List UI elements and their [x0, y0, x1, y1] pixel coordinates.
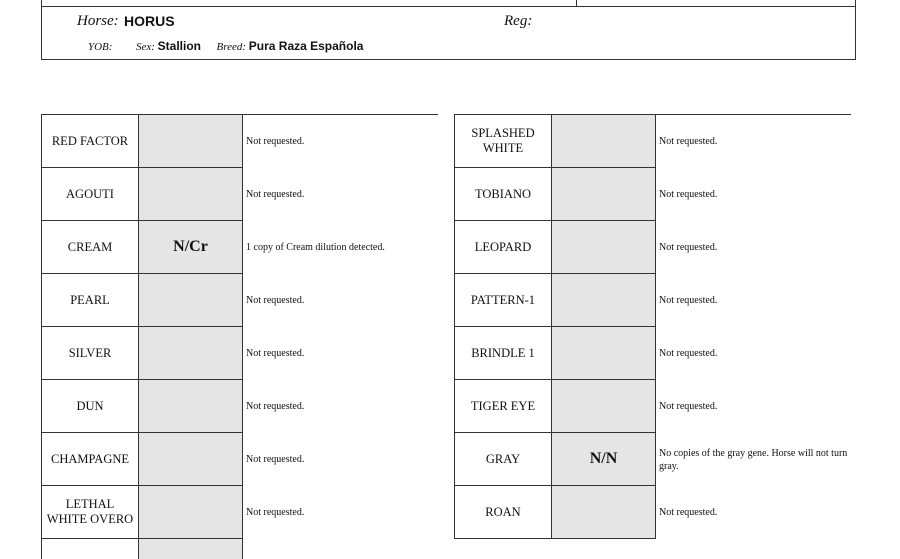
- yob-label: YOB:: [88, 41, 113, 53]
- test-note: Not requested.: [246, 401, 305, 412]
- test-row: [454, 115, 851, 168]
- test-name: PEARL: [41, 274, 139, 327]
- sex-value: Stallion: [157, 39, 201, 53]
- test-result: [139, 327, 243, 380]
- test-name: SILVER: [41, 327, 139, 380]
- test-result: [139, 274, 243, 327]
- test-row: [41, 115, 438, 168]
- test-row: [454, 486, 851, 539]
- test-note: Not requested.: [659, 348, 718, 359]
- test-note: 1 copy of Cream dilution detected.: [246, 242, 385, 253]
- header-divider-horizontal: [42, 6, 855, 7]
- test-name: TOBIANO: [454, 168, 552, 221]
- test-note: Not requested.: [659, 189, 718, 200]
- test-row: [41, 168, 438, 221]
- test-name: PATTERN-1: [454, 274, 552, 327]
- test-name: CHAMPAGNE: [41, 433, 139, 486]
- test-name: LEOPARD: [454, 221, 552, 274]
- test-name: GRAY: [454, 433, 552, 486]
- test-result: [139, 115, 243, 168]
- right-test-table: [454, 114, 851, 539]
- test-name: AGOUTI: [41, 168, 139, 221]
- test-result: [139, 168, 243, 221]
- test-row: [41, 486, 438, 539]
- horse-meta-row: [88, 39, 363, 53]
- test-note: No copies of the gray gene. Horse will not turn gray.: [659, 447, 848, 472]
- test-name: LETHAL WHITE OVERO: [41, 486, 139, 539]
- horse-info-header: [41, 0, 856, 60]
- left-test-table: [41, 114, 438, 559]
- horse-name: HORUS: [124, 13, 175, 29]
- test-note: Not requested.: [659, 295, 718, 306]
- test-name: DUN: [41, 380, 139, 433]
- test-result: [552, 380, 656, 433]
- test-name: ROAN: [454, 486, 552, 539]
- test-result: [552, 327, 656, 380]
- test-note: Not requested.: [246, 189, 305, 200]
- test-name-empty: [41, 539, 139, 559]
- test-name: BRINDLE 1: [454, 327, 552, 380]
- test-row: [454, 380, 851, 433]
- breed-value: Pura Raza Española: [248, 39, 364, 53]
- test-row: [454, 327, 851, 380]
- test-result: [139, 380, 243, 433]
- test-row: [41, 221, 438, 274]
- test-result: N/N: [552, 433, 656, 486]
- test-result: [552, 486, 656, 539]
- test-row: [41, 327, 438, 380]
- test-result: [552, 115, 656, 168]
- test-name: CREAM: [41, 221, 139, 274]
- test-note: Not requested.: [246, 454, 305, 465]
- test-result: [552, 168, 656, 221]
- test-note: Not requested.: [659, 507, 718, 518]
- test-name: RED FACTOR: [41, 115, 139, 168]
- sex-label: Sex:: [135, 41, 155, 53]
- test-result: [139, 433, 243, 486]
- test-name: SPLASHED WHITE: [454, 115, 552, 168]
- test-row: [454, 168, 851, 221]
- test-result: [552, 221, 656, 274]
- test-note: Not requested.: [246, 295, 305, 306]
- test-result: [552, 274, 656, 327]
- test-row-partial: [41, 539, 438, 559]
- test-row: [41, 380, 438, 433]
- test-note: Not requested.: [659, 401, 718, 412]
- test-row: [41, 274, 438, 327]
- test-row: [41, 433, 438, 486]
- test-row: [454, 221, 851, 274]
- test-result-empty: [139, 539, 243, 559]
- test-note: Not requested.: [246, 348, 305, 359]
- test-result: N/Cr: [139, 221, 243, 274]
- test-note: Not requested.: [659, 242, 718, 253]
- reg-label: Reg:: [504, 13, 533, 29]
- breed-label: Breed:: [216, 41, 247, 53]
- test-name: TIGER EYE: [454, 380, 552, 433]
- test-row: [454, 274, 851, 327]
- test-note: Not requested.: [659, 136, 718, 147]
- test-note: Not requested.: [246, 507, 305, 518]
- test-result: [139, 486, 243, 539]
- test-row: [454, 433, 851, 486]
- horse-label: Horse:: [77, 13, 119, 29]
- test-note: Not requested.: [246, 136, 305, 147]
